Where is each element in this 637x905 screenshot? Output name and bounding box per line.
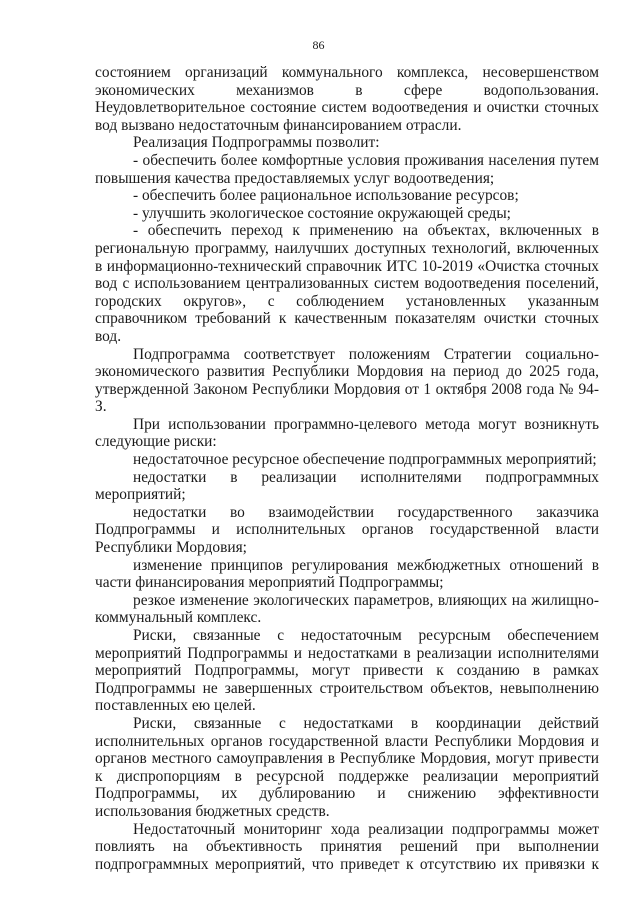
paragraph-coordination-risks: Риски, связанные с недостатками в координации действий исполнительных органов государственной власти Республики Мордовия и органов местного самоуправления в Республике Мордовия, могут привести к диспропорциям в ресурсной поддержке реализации мероприятий Подпрограммы, их дублированию и снижению эффективности использования бюджетных средств. xyxy=(95,714,599,820)
risk-item-resource-shortage: недостаточное ресурсное обеспечение подпрограммных мероприятий; xyxy=(133,451,597,469)
page-number: 86 xyxy=(312,38,325,52)
paragraph-water-systems-state: состоянием организаций коммунального комплекса, несовершенством экономических механизмов в сфере водопользования. Неудовлетворительное состояние систем водоотведения и очистки сточных вод вызвано недостаточным финансированием отрасли. xyxy=(95,64,599,134)
paragraph-monitoring: Недостаточный мониторинг хода реализации подпрограммы может повлиять на объективность принятия решений при выполнении подпрограммных мероприятий, что приведет к отсутствию их привязки к xyxy=(95,820,599,873)
list-item-best-technologies: - обеспечить переход к применению на объектах, включенных в региональную программу, наилучших доступных технологий, включенных в информационно-технический справочник ИТС 10-2019 «Очистка сточных вод с использованием централизованных систем водоотведения поселений, городских округов», с соблюдением установленных указанным справочником требований к качественным показателям очистки сточных вод. xyxy=(95,222,599,345)
paragraph-risks-intro: При использовании программно-целевого метода могут возникнуть следующие риски: xyxy=(95,415,599,451)
paragraph-resource-risks: Риски, связанные с недостаточным ресурсным обеспечением мероприятий Подпрограммы и недостатками в реализации исполнителями мероприятий Подпрограммы, могут привести к созданию в рамках Подпрограммы не завершенных строительством объектов, невыполнению поставленных ею целей. xyxy=(95,627,599,715)
list-item-comfortable-living: - обеспечить более комфортные условия проживания населения путем повышения качества предоставляемых услуг водоотведения; xyxy=(95,151,599,187)
paragraph-subprogram-allows: Реализация Подпрограммы позволит: xyxy=(133,134,380,152)
risk-item-ecological-change: резкое изменение экологических параметров, влияющих на жилищно-коммунальный комплекс. xyxy=(95,591,599,627)
document-body xyxy=(95,64,599,873)
list-item-ecology: - улучшить экологическое состояние окружающей среды; xyxy=(133,204,511,222)
risk-item-implementation-shortcomings: недостатки в реализации исполнителями подпрограммных мероприятий; xyxy=(95,468,599,504)
risk-item-interaction-shortcomings: недостатки во взаимодействии государственного заказчика Подпрограммы и исполнительных органов государственной власти Республики Мордовия; xyxy=(95,503,599,557)
paragraph-strategy-compliance: Подпрограмма соответствует положениям Стратегии социально-экономического развития Республики Мордовия на период до 2025 года, утвержденной Законом Республики Мордовия от 1 октября 2008 года № 94-З. xyxy=(95,345,599,416)
risk-item-budget-relations: изменение принципов регулирования межбюджетных отношений в части финансирования мероприятий Подпрограммы; xyxy=(95,556,599,592)
list-item-rational-resources: - обеспечить более рациональное использование ресурсов; xyxy=(133,187,519,205)
